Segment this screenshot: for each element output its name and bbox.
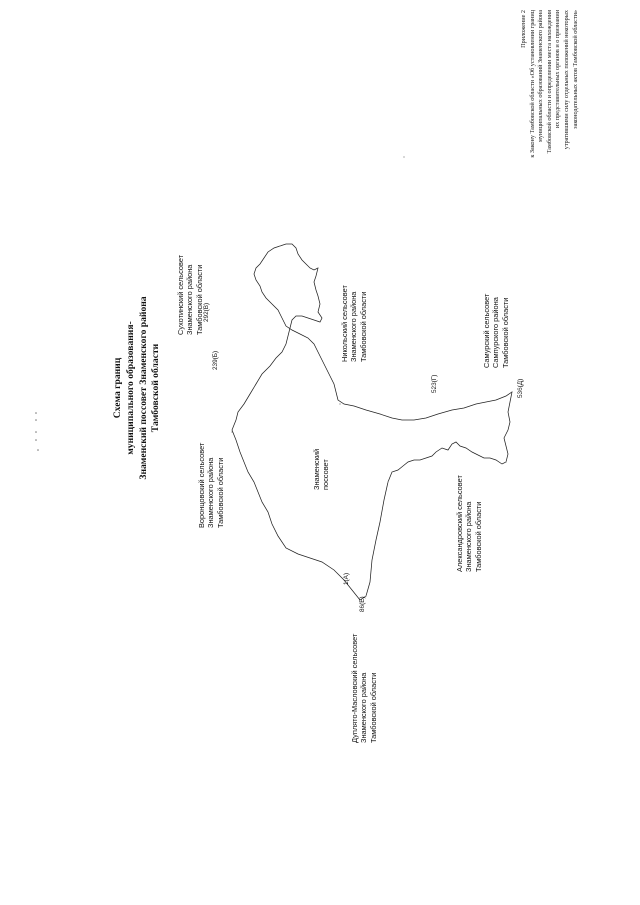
title-line: муниципального образования- — [124, 321, 136, 455]
appendix-line: их представительных органов и о признании — [554, 10, 562, 129]
label-sukhotinsky: Сухотинский сельсовет Знаменского района Тамбовской области — [176, 254, 204, 335]
appendix-line: Приложение 2 — [520, 10, 527, 48]
title-line: Тамбовской области — [150, 343, 162, 433]
appendix-line: муниципальных образований Знаменского района — [537, 10, 545, 143]
point-1a: 1(А) — [343, 572, 350, 585]
map-title — [112, 288, 163, 488]
point-239b: 239(Б) — [212, 350, 219, 370]
point-86e: 86(Е) — [359, 596, 366, 612]
label-nikolsky: Никольский сельсовет Знаменского района Тамбовской области — [340, 285, 368, 362]
point-536d: 536(Д) — [517, 378, 524, 398]
appendix-note — [520, 10, 580, 200]
title-line: Схема границ — [112, 357, 123, 419]
label-aleksandrovsky: Александровский сельсовет Знаменского района Тамбовской области — [455, 475, 483, 572]
appendix-line: законодательных актов Тамбовской области» — [571, 10, 579, 129]
label-znamensky: Знаменский поссовет — [312, 448, 331, 490]
label-dupliato: Дуплято-Масловский сельсовет Знаменского района Тамбовской области — [350, 633, 378, 743]
point-523g: 523(Г) — [431, 374, 438, 393]
label-samursky: Самурский сельсовет Сампурского района Тамбовской области — [482, 293, 510, 368]
appendix-line: Тамбовской области и определении места нахождения — [545, 10, 553, 154]
label-voronetsky: Воронцовский сельсовет Знаменского района Тамбовской области — [197, 442, 225, 528]
title-line: Знаменский поссовет Знаменского района — [137, 296, 149, 480]
appendix-line: к Закону Тамбовской области «Об установлении границ — [528, 10, 536, 158]
appendix-line: утратившими силу отдельных положений некоторых — [562, 10, 570, 150]
point-292b: 292(В) — [203, 302, 210, 322]
